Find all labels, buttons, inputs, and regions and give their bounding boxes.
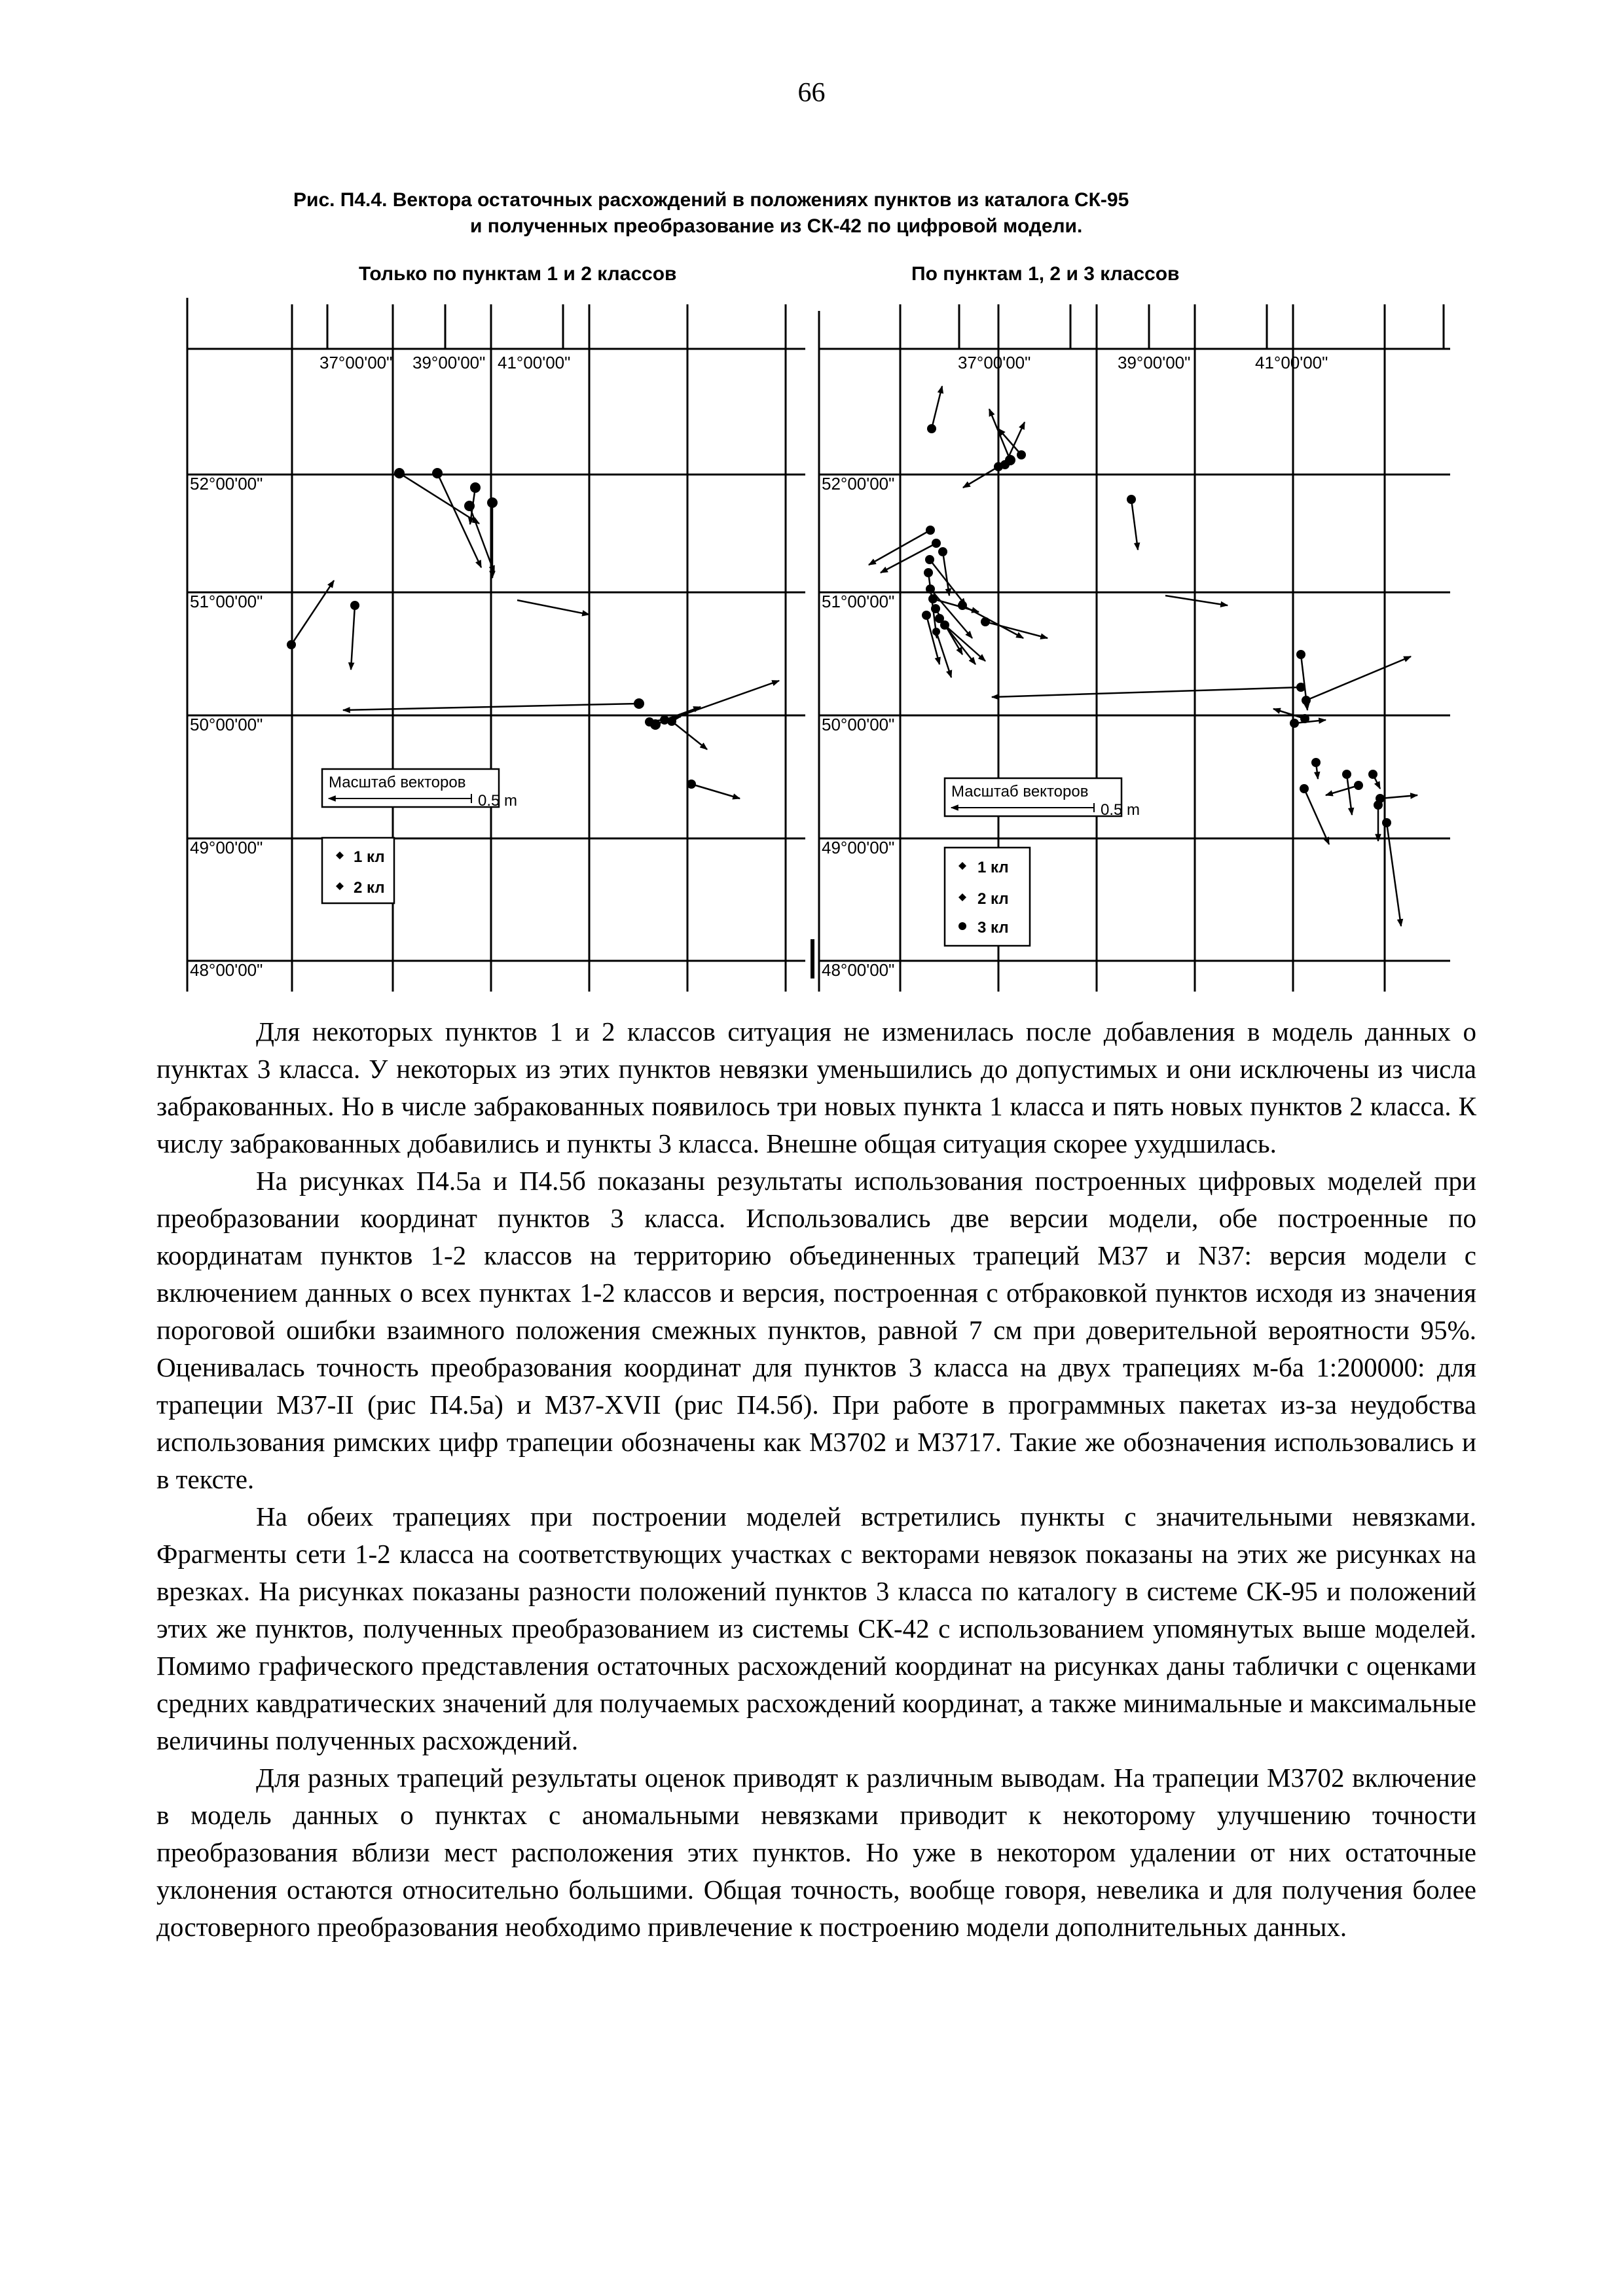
right-scale-box [945,778,1140,819]
body-text [156,1013,1476,1946]
right-map-grid [812,304,1450,992]
right-points [922,424,1391,827]
scale-value: 0.5 m [478,792,518,810]
lat-label: 49°00'00" [190,838,263,857]
class3-marker-icon [958,922,966,930]
right-legend [945,848,1030,946]
scale-title: Масштаб векторов [951,783,1089,800]
legend-item: 2 кл [354,879,385,897]
lat-label: 48°00'00" [822,960,895,980]
paragraph: Для некоторых пунктов 1 и 2 классов ситуация не изменилась после добавления в модель данных о пунктах 3 класса. У некоторых из этих пунктов невязки уменьшились до допустимых и они исключены из числа забракованных. Но в числе забракованных появилось три новых пункта 1 класса и пять новых пунктов 2 класса. К числу забракованных добавились и пункты 3 класса. Внешне общая ситуация скорее ухудшилась. [156,1016,1476,1158]
figure-caption-line-1: Рис. П4.4. Вектора остаточных расхождений в положениях пунктов из каталога СК-95 [293,189,1129,211]
lat-label: 51°00'00" [190,592,263,611]
legend-item: 1 кл [354,848,385,866]
page-number: 66 [797,78,826,108]
legend-item: 1 кл [977,859,1009,876]
right-residual-vectors [869,386,1417,926]
lat-label: 50°00'00" [822,715,895,734]
lat-label: 52°00'00" [822,474,895,493]
paragraph: На рисунках П4.5а и П4.5б показаны результаты использования построенных цифровых моделей при преобразовании координат пунктов 3 класса. Использовались две версии модели, обе построенные по координатам пунктов 1-2 классов на территорию объединенных трапеций M37 и N37: версия модели с включением данных о всех пунктах 1-2 классов и версия, построенная с отбраковкой пунктов исходя из значения пороговой ошибки взаимного положения смежных пунктов, равной 7 см при доверительной вероятности 95%. Оценивалась точность преобразования координат для пунктов 3 класса на двух трапециях м-ба 1:200000: для трапеции M37-II (рис П4.5а) и M37-XVII (рис П4.5б). При работе в программных пакетах из-за неудобства использования римских цифр трапеции обозначены как M3702 и M3717. Такие же обозначения использовались и в тексте. [156,1166,1476,1494]
left-residual-vectors [291,473,779,798]
figure-caption-line-2: и полученных преобразование из СК-42 по цифровой модели. [470,215,1083,237]
left-map-grid [187,298,805,992]
right-panel-title: По пунктам 1, 2 и 3 классов [911,263,1180,285]
lon-label: 41°00'00" [1255,353,1328,372]
lon-label: 37°00'00" [958,353,1031,372]
lon-label: 37°00'00" [319,353,393,372]
lat-label: 48°00'00" [190,960,263,980]
left-vector-map [177,298,805,992]
left-legend [322,838,394,903]
legend-item: 2 кл [977,890,1009,908]
scale-title: Масштаб векторов [329,774,466,791]
paragraph: На обеих трапециях при построении моделей встретились пункты с значительными невязками. Фрагменты сети 1-2 класса на соответствующих участках с векторами невязок показаны на этих же рисунках на врезках. На рисунках показаны разности положений пунктов 3 класса по каталогу в системе СК-95 и положений этих же пунктов, полученных преобразованием из системы СК-42 с использованием упомянутых выше моделей. Помимо графического представления остаточных расхождений координат на рисунках даны таблички с оценками средних кавдратических значений для получаемых расхождений координат, а также минимальные и максимальные величины полученных расхождений. [156,1501,1476,1755]
lon-label: 39°00'00" [412,353,486,372]
lat-label: 52°00'00" [190,474,263,493]
lon-label: 41°00'00" [498,353,571,372]
lon-label: 39°00'00" [1118,353,1191,372]
right-map-labels [822,353,1328,980]
figure-caption [293,187,1295,240]
lat-label: 50°00'00" [190,715,263,734]
left-panel-title: Только по пунктам 1 и 2 классов [359,263,677,285]
paragraph: Для разных трапеций результаты оценок приводят к различным выводам. На трапеции M3702 включение в модель данных о пунктах с аномальными невязками приводит к некоторому улучшению точности преобразования вблизи мест расположения этих пунктов. Но уже в некотором удалении от них остаточные уклонения остаются относительно большими. Общая точность, вообще говоря, невелика и для получения более достоверного преобразования необходимо привлечение к построению модели дополнительных данных. [156,1763,1476,1942]
right-vector-map [809,298,1450,992]
left-scale-box [322,769,517,810]
lat-label: 51°00'00" [822,592,895,611]
lat-label: 49°00'00" [822,838,895,857]
scale-value: 0.5 m [1101,801,1140,819]
legend-item: 3 кл [977,919,1009,937]
